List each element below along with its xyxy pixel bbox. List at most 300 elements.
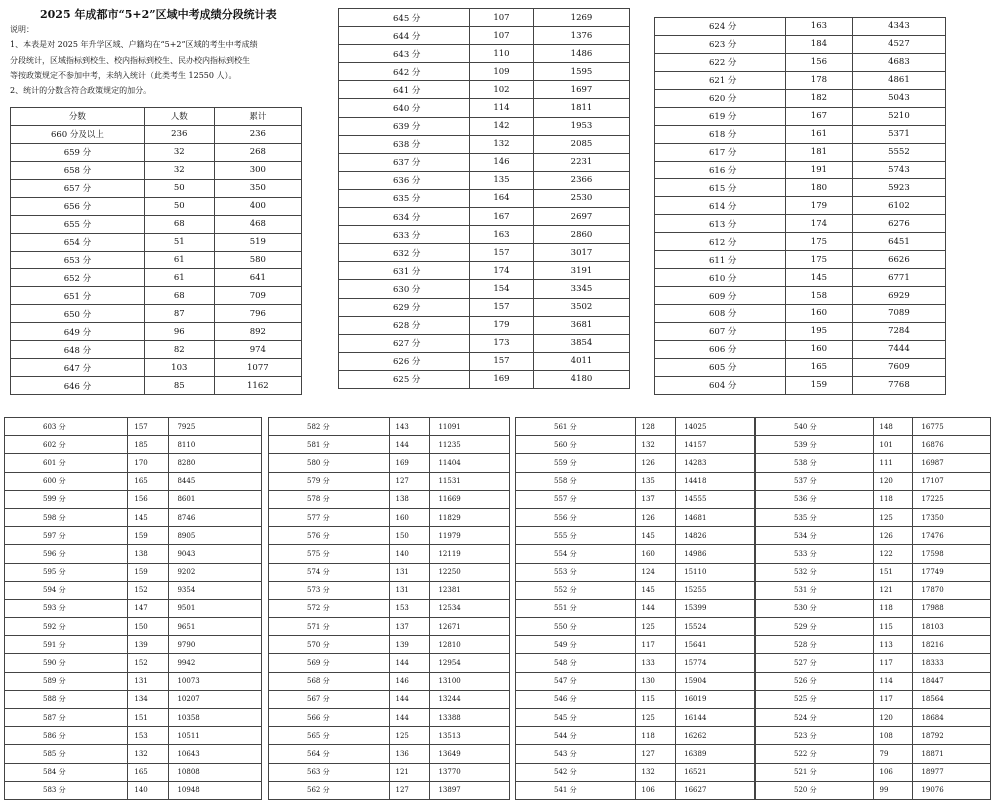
score-cell: 558 分 xyxy=(516,472,636,490)
cumulative-cell: 18447 xyxy=(913,672,991,690)
table-row xyxy=(516,545,755,563)
cumulative-cell: 12250 xyxy=(430,563,510,581)
table-row xyxy=(756,618,991,636)
score-cell: 573 分 xyxy=(269,581,390,599)
table-row xyxy=(11,125,302,143)
cumulative-cell: 7768 xyxy=(852,376,945,394)
count-cell: 156 xyxy=(128,490,169,508)
count-cell: 181 xyxy=(785,143,852,161)
count-cell: 159 xyxy=(128,527,169,545)
table-row xyxy=(655,287,946,305)
score-cell: 560 分 xyxy=(516,436,636,454)
table-row xyxy=(655,89,946,107)
score-cell: 648 分 xyxy=(11,341,145,359)
table-row xyxy=(5,690,262,708)
cumulative-cell: 4011 xyxy=(533,352,629,370)
count-cell: 195 xyxy=(785,322,852,340)
cumulative-cell: 11669 xyxy=(430,490,510,508)
count-cell: 157 xyxy=(469,298,533,316)
table-row xyxy=(655,197,946,215)
cumulative-cell: 18871 xyxy=(913,745,991,763)
cumulative-cell: 18103 xyxy=(913,618,991,636)
count-cell: 125 xyxy=(635,618,676,636)
count-cell: 96 xyxy=(144,323,214,341)
score-table-6 xyxy=(515,417,755,800)
table-row xyxy=(516,763,755,781)
table-row xyxy=(269,763,510,781)
score-cell: 596 分 xyxy=(5,545,128,563)
cumulative-cell: 14418 xyxy=(676,472,755,490)
table-row xyxy=(655,376,946,394)
count-cell: 82 xyxy=(144,341,214,359)
score-cell: 556 分 xyxy=(516,508,636,526)
cumulative-cell: 2530 xyxy=(533,189,629,207)
count-cell: 50 xyxy=(144,179,214,197)
notes-line: 分段统计，区域指标到校生、校内指标到校生、民办校内指标到校生 xyxy=(10,55,250,65)
score-cell: 641 分 xyxy=(339,81,470,99)
cumulative-cell: 12534 xyxy=(430,599,510,617)
cumulative-cell: 12381 xyxy=(430,581,510,599)
score-table-7 xyxy=(755,417,991,800)
table-row xyxy=(516,636,755,654)
count-cell: 146 xyxy=(389,672,430,690)
cumulative-cell: 5923 xyxy=(852,179,945,197)
table-row xyxy=(756,636,991,654)
cumulative-cell: 12119 xyxy=(430,545,510,563)
cumulative-cell: 9043 xyxy=(169,545,262,563)
count-cell: 145 xyxy=(635,581,676,599)
score-cell: 527 分 xyxy=(756,654,874,672)
table-row xyxy=(655,233,946,251)
score-cell: 619 分 xyxy=(655,107,786,125)
score-cell: 639 分 xyxy=(339,117,470,135)
cumulative-cell: 4343 xyxy=(852,18,945,36)
table-row xyxy=(339,189,630,207)
cumulative-cell: 11531 xyxy=(430,472,510,490)
count-cell: 151 xyxy=(873,563,913,581)
cumulative-cell: 9651 xyxy=(169,618,262,636)
score-cell: 586 分 xyxy=(5,727,128,745)
table-row xyxy=(756,581,991,599)
count-cell: 236 xyxy=(144,125,214,143)
cumulative-cell: 1376 xyxy=(533,27,629,45)
score-cell: 659 分 xyxy=(11,143,145,161)
table-row xyxy=(339,81,630,99)
count-cell: 50 xyxy=(144,197,214,215)
table-row xyxy=(516,472,755,490)
count-cell: 147 xyxy=(128,599,169,617)
score-table-2 xyxy=(338,8,630,389)
cumulative-cell: 8905 xyxy=(169,527,262,545)
score-cell: 634 分 xyxy=(339,208,470,226)
count-cell: 169 xyxy=(389,454,430,472)
cumulative-cell: 3345 xyxy=(533,280,629,298)
table-row xyxy=(269,781,510,799)
count-cell: 148 xyxy=(873,418,913,436)
count-cell: 169 xyxy=(469,370,533,388)
score-cell: 612 分 xyxy=(655,233,786,251)
score-cell: 530 分 xyxy=(756,599,874,617)
score-cell: 534 分 xyxy=(756,527,874,545)
score-cell: 597 分 xyxy=(5,527,128,545)
count-cell: 68 xyxy=(144,215,214,233)
table-row xyxy=(655,305,946,323)
cumulative-cell: 300 xyxy=(214,161,301,179)
table-row xyxy=(516,727,755,745)
cumulative-cell: 14555 xyxy=(676,490,755,508)
cumulative-cell: 11829 xyxy=(430,508,510,526)
count-cell: 118 xyxy=(635,727,676,745)
table-row xyxy=(655,340,946,358)
score-cell: 591 分 xyxy=(5,636,128,654)
table-row xyxy=(339,171,630,189)
score-cell: 603 分 xyxy=(5,418,128,436)
cumulative-cell: 3854 xyxy=(533,334,629,352)
count-cell: 178 xyxy=(785,71,852,89)
table-row xyxy=(339,226,630,244)
score-cell: 606 分 xyxy=(655,340,786,358)
table-row xyxy=(269,508,510,526)
score-cell: 541 分 xyxy=(516,781,636,799)
score-cell: 650 分 xyxy=(11,305,145,323)
score-cell: 578 分 xyxy=(269,490,390,508)
table-row xyxy=(11,323,302,341)
table-row xyxy=(655,18,946,36)
count-cell: 124 xyxy=(635,563,676,581)
score-cell: 615 分 xyxy=(655,179,786,197)
count-cell: 133 xyxy=(635,654,676,672)
count-cell: 126 xyxy=(635,508,676,526)
cumulative-cell: 16262 xyxy=(676,727,755,745)
count-cell: 122 xyxy=(873,545,913,563)
table-row xyxy=(339,45,630,63)
cumulative-cell: 14025 xyxy=(676,418,755,436)
score-cell: 593 分 xyxy=(5,599,128,617)
count-cell: 61 xyxy=(144,251,214,269)
count-cell: 61 xyxy=(144,269,214,287)
table-row xyxy=(339,280,630,298)
score-cell: 660 分及以上 xyxy=(11,125,145,143)
cumulative-cell: 4180 xyxy=(533,370,629,388)
table-row xyxy=(339,153,630,171)
count-cell: 159 xyxy=(785,376,852,394)
cumulative-cell: 17350 xyxy=(913,508,991,526)
count-cell: 118 xyxy=(873,599,913,617)
score-cell: 531 分 xyxy=(756,581,874,599)
cumulative-cell: 3017 xyxy=(533,244,629,262)
score-cell: 546 分 xyxy=(516,690,636,708)
cumulative-cell: 15641 xyxy=(676,636,755,654)
count-cell: 85 xyxy=(144,377,214,395)
cumulative-cell: 11404 xyxy=(430,454,510,472)
cumulative-cell: 236 xyxy=(214,125,301,143)
table-row xyxy=(269,672,510,690)
table-row xyxy=(756,727,991,745)
score-cell: 529 分 xyxy=(756,618,874,636)
table-header-row xyxy=(11,108,302,126)
table-row xyxy=(269,472,510,490)
cumulative-cell: 8746 xyxy=(169,508,262,526)
cumulative-cell: 6929 xyxy=(852,287,945,305)
cumulative-cell: 18792 xyxy=(913,727,991,745)
cumulative-cell: 3681 xyxy=(533,316,629,334)
cumulative-cell: 18333 xyxy=(913,654,991,672)
cumulative-cell: 14283 xyxy=(676,454,755,472)
score-cell: 575 分 xyxy=(269,545,390,563)
count-cell: 131 xyxy=(389,563,430,581)
notes-section xyxy=(10,22,302,98)
cumulative-cell: 1953 xyxy=(533,117,629,135)
table-row xyxy=(269,436,510,454)
table-row xyxy=(339,316,630,334)
cumulative-cell: 11091 xyxy=(430,418,510,436)
score-cell: 623 分 xyxy=(655,35,786,53)
cumulative-cell: 796 xyxy=(214,305,301,323)
count-cell: 146 xyxy=(469,153,533,171)
score-cell: 628 分 xyxy=(339,316,470,334)
cumulative-cell: 5552 xyxy=(852,143,945,161)
score-cell: 649 分 xyxy=(11,323,145,341)
table-row xyxy=(516,490,755,508)
count-cell: 110 xyxy=(469,45,533,63)
count-cell: 132 xyxy=(635,436,676,454)
score-cell: 547 分 xyxy=(516,672,636,690)
count-cell: 68 xyxy=(144,287,214,305)
table-row xyxy=(655,358,946,376)
table-row xyxy=(516,599,755,617)
score-cell: 551 分 xyxy=(516,599,636,617)
table-row xyxy=(516,781,755,799)
count-cell: 127 xyxy=(389,472,430,490)
table-row xyxy=(269,636,510,654)
table-row xyxy=(655,71,946,89)
cumulative-cell: 1486 xyxy=(533,45,629,63)
score-cell: 581 分 xyxy=(269,436,390,454)
count-cell: 165 xyxy=(785,358,852,376)
score-cell: 533 分 xyxy=(756,545,874,563)
cumulative-cell: 5043 xyxy=(852,89,945,107)
table-row xyxy=(5,527,262,545)
cumulative-cell: 468 xyxy=(214,215,301,233)
score-cell: 523 分 xyxy=(756,727,874,745)
score-table-5 xyxy=(268,417,510,800)
table-row xyxy=(655,269,946,287)
table-row xyxy=(269,745,510,763)
cumulative-cell: 1595 xyxy=(533,63,629,81)
table-row xyxy=(11,269,302,287)
count-cell: 185 xyxy=(128,436,169,454)
count-cell: 131 xyxy=(389,581,430,599)
cumulative-cell: 18564 xyxy=(913,690,991,708)
count-cell: 132 xyxy=(128,745,169,763)
count-cell: 120 xyxy=(873,709,913,727)
score-cell: 580 分 xyxy=(269,454,390,472)
score-cell: 608 分 xyxy=(655,305,786,323)
count-cell: 121 xyxy=(389,763,430,781)
table-row xyxy=(11,377,302,395)
count-cell: 161 xyxy=(785,125,852,143)
score-cell: 563 分 xyxy=(269,763,390,781)
table-row xyxy=(756,599,991,617)
count-cell: 114 xyxy=(873,672,913,690)
table-row xyxy=(756,709,991,727)
score-cell: 598 分 xyxy=(5,508,128,526)
count-cell: 158 xyxy=(785,287,852,305)
score-cell: 656 分 xyxy=(11,197,145,215)
count-cell: 137 xyxy=(389,618,430,636)
cumulative-cell: 974 xyxy=(214,341,301,359)
cumulative-cell: 16876 xyxy=(913,436,991,454)
score-cell: 622 分 xyxy=(655,53,786,71)
score-cell: 582 分 xyxy=(269,418,390,436)
score-cell: 653 分 xyxy=(11,251,145,269)
cumulative-cell: 4527 xyxy=(852,35,945,53)
count-cell: 135 xyxy=(469,171,533,189)
table-row xyxy=(5,581,262,599)
table-row xyxy=(269,490,510,508)
cumulative-cell: 2697 xyxy=(533,208,629,226)
table-row xyxy=(756,490,991,508)
cumulative-cell: 892 xyxy=(214,323,301,341)
score-cell: 550 分 xyxy=(516,618,636,636)
score-cell: 570 分 xyxy=(269,636,390,654)
score-cell: 630 分 xyxy=(339,280,470,298)
cumulative-cell: 4683 xyxy=(852,53,945,71)
count-cell: 145 xyxy=(128,508,169,526)
table-row xyxy=(11,179,302,197)
count-cell: 140 xyxy=(128,781,169,799)
cumulative-cell: 11235 xyxy=(430,436,510,454)
score-cell: 524 分 xyxy=(756,709,874,727)
count-cell: 159 xyxy=(128,563,169,581)
score-cell: 644 分 xyxy=(339,27,470,45)
page-title: 2025 年成都市“5+2”区域中考成绩分段统计表 xyxy=(40,8,277,21)
count-cell: 87 xyxy=(144,305,214,323)
cumulative-cell: 7444 xyxy=(852,340,945,358)
table-row xyxy=(5,599,262,617)
count-cell: 174 xyxy=(469,262,533,280)
score-cell: 654 分 xyxy=(11,233,145,251)
cumulative-cell: 4861 xyxy=(852,71,945,89)
cumulative-cell: 16627 xyxy=(676,781,755,799)
count-cell: 152 xyxy=(128,654,169,672)
score-cell: 651 分 xyxy=(11,287,145,305)
score-cell: 609 分 xyxy=(655,287,786,305)
score-cell: 559 分 xyxy=(516,454,636,472)
table-row xyxy=(5,436,262,454)
count-cell: 132 xyxy=(469,135,533,153)
score-cell: 646 分 xyxy=(11,377,145,395)
score-cell: 610 分 xyxy=(655,269,786,287)
cumulative-cell: 14986 xyxy=(676,545,755,563)
table-row xyxy=(5,618,262,636)
cumulative-cell: 10073 xyxy=(169,672,262,690)
cumulative-cell: 12671 xyxy=(430,618,510,636)
cumulative-cell: 7609 xyxy=(852,358,945,376)
count-cell: 113 xyxy=(873,636,913,654)
score-cell: 632 分 xyxy=(339,244,470,262)
cumulative-cell: 641 xyxy=(214,269,301,287)
table-row xyxy=(756,508,991,526)
cumulative-cell: 9202 xyxy=(169,563,262,581)
table-row xyxy=(516,418,755,436)
score-cell: 589 分 xyxy=(5,672,128,690)
count-cell: 179 xyxy=(469,316,533,334)
table-row xyxy=(756,672,991,690)
table-row xyxy=(5,763,262,781)
table-row xyxy=(756,454,991,472)
cumulative-cell: 10207 xyxy=(169,690,262,708)
table-row xyxy=(516,527,755,545)
count-cell: 157 xyxy=(128,418,169,436)
cumulative-cell: 7284 xyxy=(852,322,945,340)
count-cell: 165 xyxy=(128,472,169,490)
count-cell: 174 xyxy=(785,215,852,233)
cumulative-cell: 10358 xyxy=(169,709,262,727)
table-row xyxy=(11,233,302,251)
score-cell: 626 分 xyxy=(339,352,470,370)
count-cell: 157 xyxy=(469,352,533,370)
count-cell: 153 xyxy=(389,599,430,617)
score-cell: 613 分 xyxy=(655,215,786,233)
score-table-1 xyxy=(10,107,302,395)
count-cell: 102 xyxy=(469,81,533,99)
table-row xyxy=(5,454,262,472)
cumulative-cell: 19076 xyxy=(913,781,991,799)
score-cell: 574 分 xyxy=(269,563,390,581)
table-row xyxy=(655,107,946,125)
table-row xyxy=(11,305,302,323)
count-cell: 144 xyxy=(635,599,676,617)
count-cell: 144 xyxy=(389,654,430,672)
table-row xyxy=(339,334,630,352)
score-cell: 624 分 xyxy=(655,18,786,36)
cumulative-cell: 15399 xyxy=(676,599,755,617)
score-cell: 635 分 xyxy=(339,189,470,207)
count-cell: 151 xyxy=(128,709,169,727)
score-cell: 557 分 xyxy=(516,490,636,508)
count-cell: 182 xyxy=(785,89,852,107)
score-cell: 577 分 xyxy=(269,508,390,526)
count-cell: 111 xyxy=(873,454,913,472)
count-cell: 145 xyxy=(785,269,852,287)
score-cell: 562 分 xyxy=(269,781,390,799)
score-cell: 652 分 xyxy=(11,269,145,287)
cumulative-cell: 1269 xyxy=(533,9,629,27)
count-cell: 103 xyxy=(144,359,214,377)
table-row xyxy=(655,53,946,71)
table-row xyxy=(516,454,755,472)
score-cell: 566 分 xyxy=(269,709,390,727)
cumulative-cell: 1162 xyxy=(214,377,301,395)
score-cell: 588 分 xyxy=(5,690,128,708)
cumulative-cell: 13388 xyxy=(430,709,510,727)
score-cell: 543 分 xyxy=(516,745,636,763)
count-cell: 131 xyxy=(128,672,169,690)
score-cell: 640 分 xyxy=(339,99,470,117)
score-cell: 569 分 xyxy=(269,654,390,672)
table-row xyxy=(516,563,755,581)
cumulative-cell: 13244 xyxy=(430,690,510,708)
table-row xyxy=(516,745,755,763)
table-row xyxy=(11,359,302,377)
cumulative-cell: 10511 xyxy=(169,727,262,745)
score-cell: 600 分 xyxy=(5,472,128,490)
table-row xyxy=(339,27,630,45)
score-cell: 642 分 xyxy=(339,63,470,81)
score-table-3 xyxy=(654,17,946,395)
table-row xyxy=(11,143,302,161)
